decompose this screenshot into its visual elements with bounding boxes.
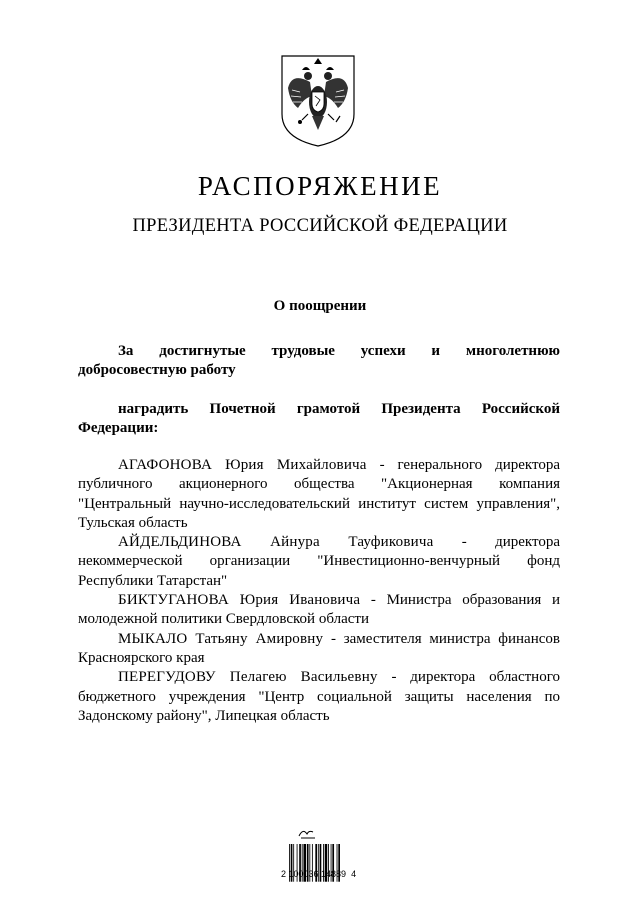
awardee-description: - генерального директора публичного акционерного общества "Акционерная компания "Центральный научно-исследовательский институт систем управления", Тульская область: [78, 457, 560, 531]
list-item: [78, 533, 560, 591]
list-item: [78, 456, 560, 533]
awardee-name: ПЕРЕГУДОВУ Пелагею Васильевну: [118, 669, 378, 686]
decision-paragraph: [78, 400, 560, 438]
barcode-icon: [289, 844, 351, 888]
list-item: [78, 668, 560, 726]
awardee-description: - директора областного бюджетного учреждения "Центр социальной защиты населения по Задонскому району", Липецкая область: [78, 669, 560, 724]
awardee-name: АГАФОНОВА Юрия Михайловича: [118, 457, 367, 473]
awardee-list: [78, 456, 560, 726]
intro-paragraph: [78, 342, 560, 380]
document-subject: О поощрении: [273, 298, 367, 314]
document-title: РАСПОРЯЖЕНИЕ: [197, 171, 443, 201]
list-item: [78, 591, 560, 630]
awardee-description: - директора некоммерческой организации "Инвестиционно-венчурный фонд Республики Татарстан": [78, 534, 561, 589]
awardee-name: БИКТУГАНОВА Юрия Ивановича: [118, 592, 361, 609]
awardee-name: МЫКАЛО Татьяну Амировну: [118, 630, 324, 647]
intro-text: За достигнутые трудовые успехи и многолетнюю добросовестную работу: [78, 343, 560, 378]
issuer-mark-icon: [297, 826, 319, 840]
awardee-description: - заместителя министра финансов Красноярского края: [78, 630, 560, 666]
decision-text: наградить Почетной грамотой Президента Российской Федерации:: [78, 401, 560, 436]
awardee-name: АЙДЕЛЬДИНОВА Айнура Тауфиковича: [118, 534, 434, 551]
list-item: [78, 630, 560, 669]
coat-of-arms-icon: [278, 52, 358, 148]
awardee-description: - Министра образования и молодежной политики Свердловской области: [78, 592, 561, 628]
document-subtitle: ПРЕЗИДЕНТА РОССИЙСКОЙ ФЕДЕРАЦИИ: [132, 216, 508, 236]
barcode-number: 2 100036 14889 4: [281, 869, 357, 879]
